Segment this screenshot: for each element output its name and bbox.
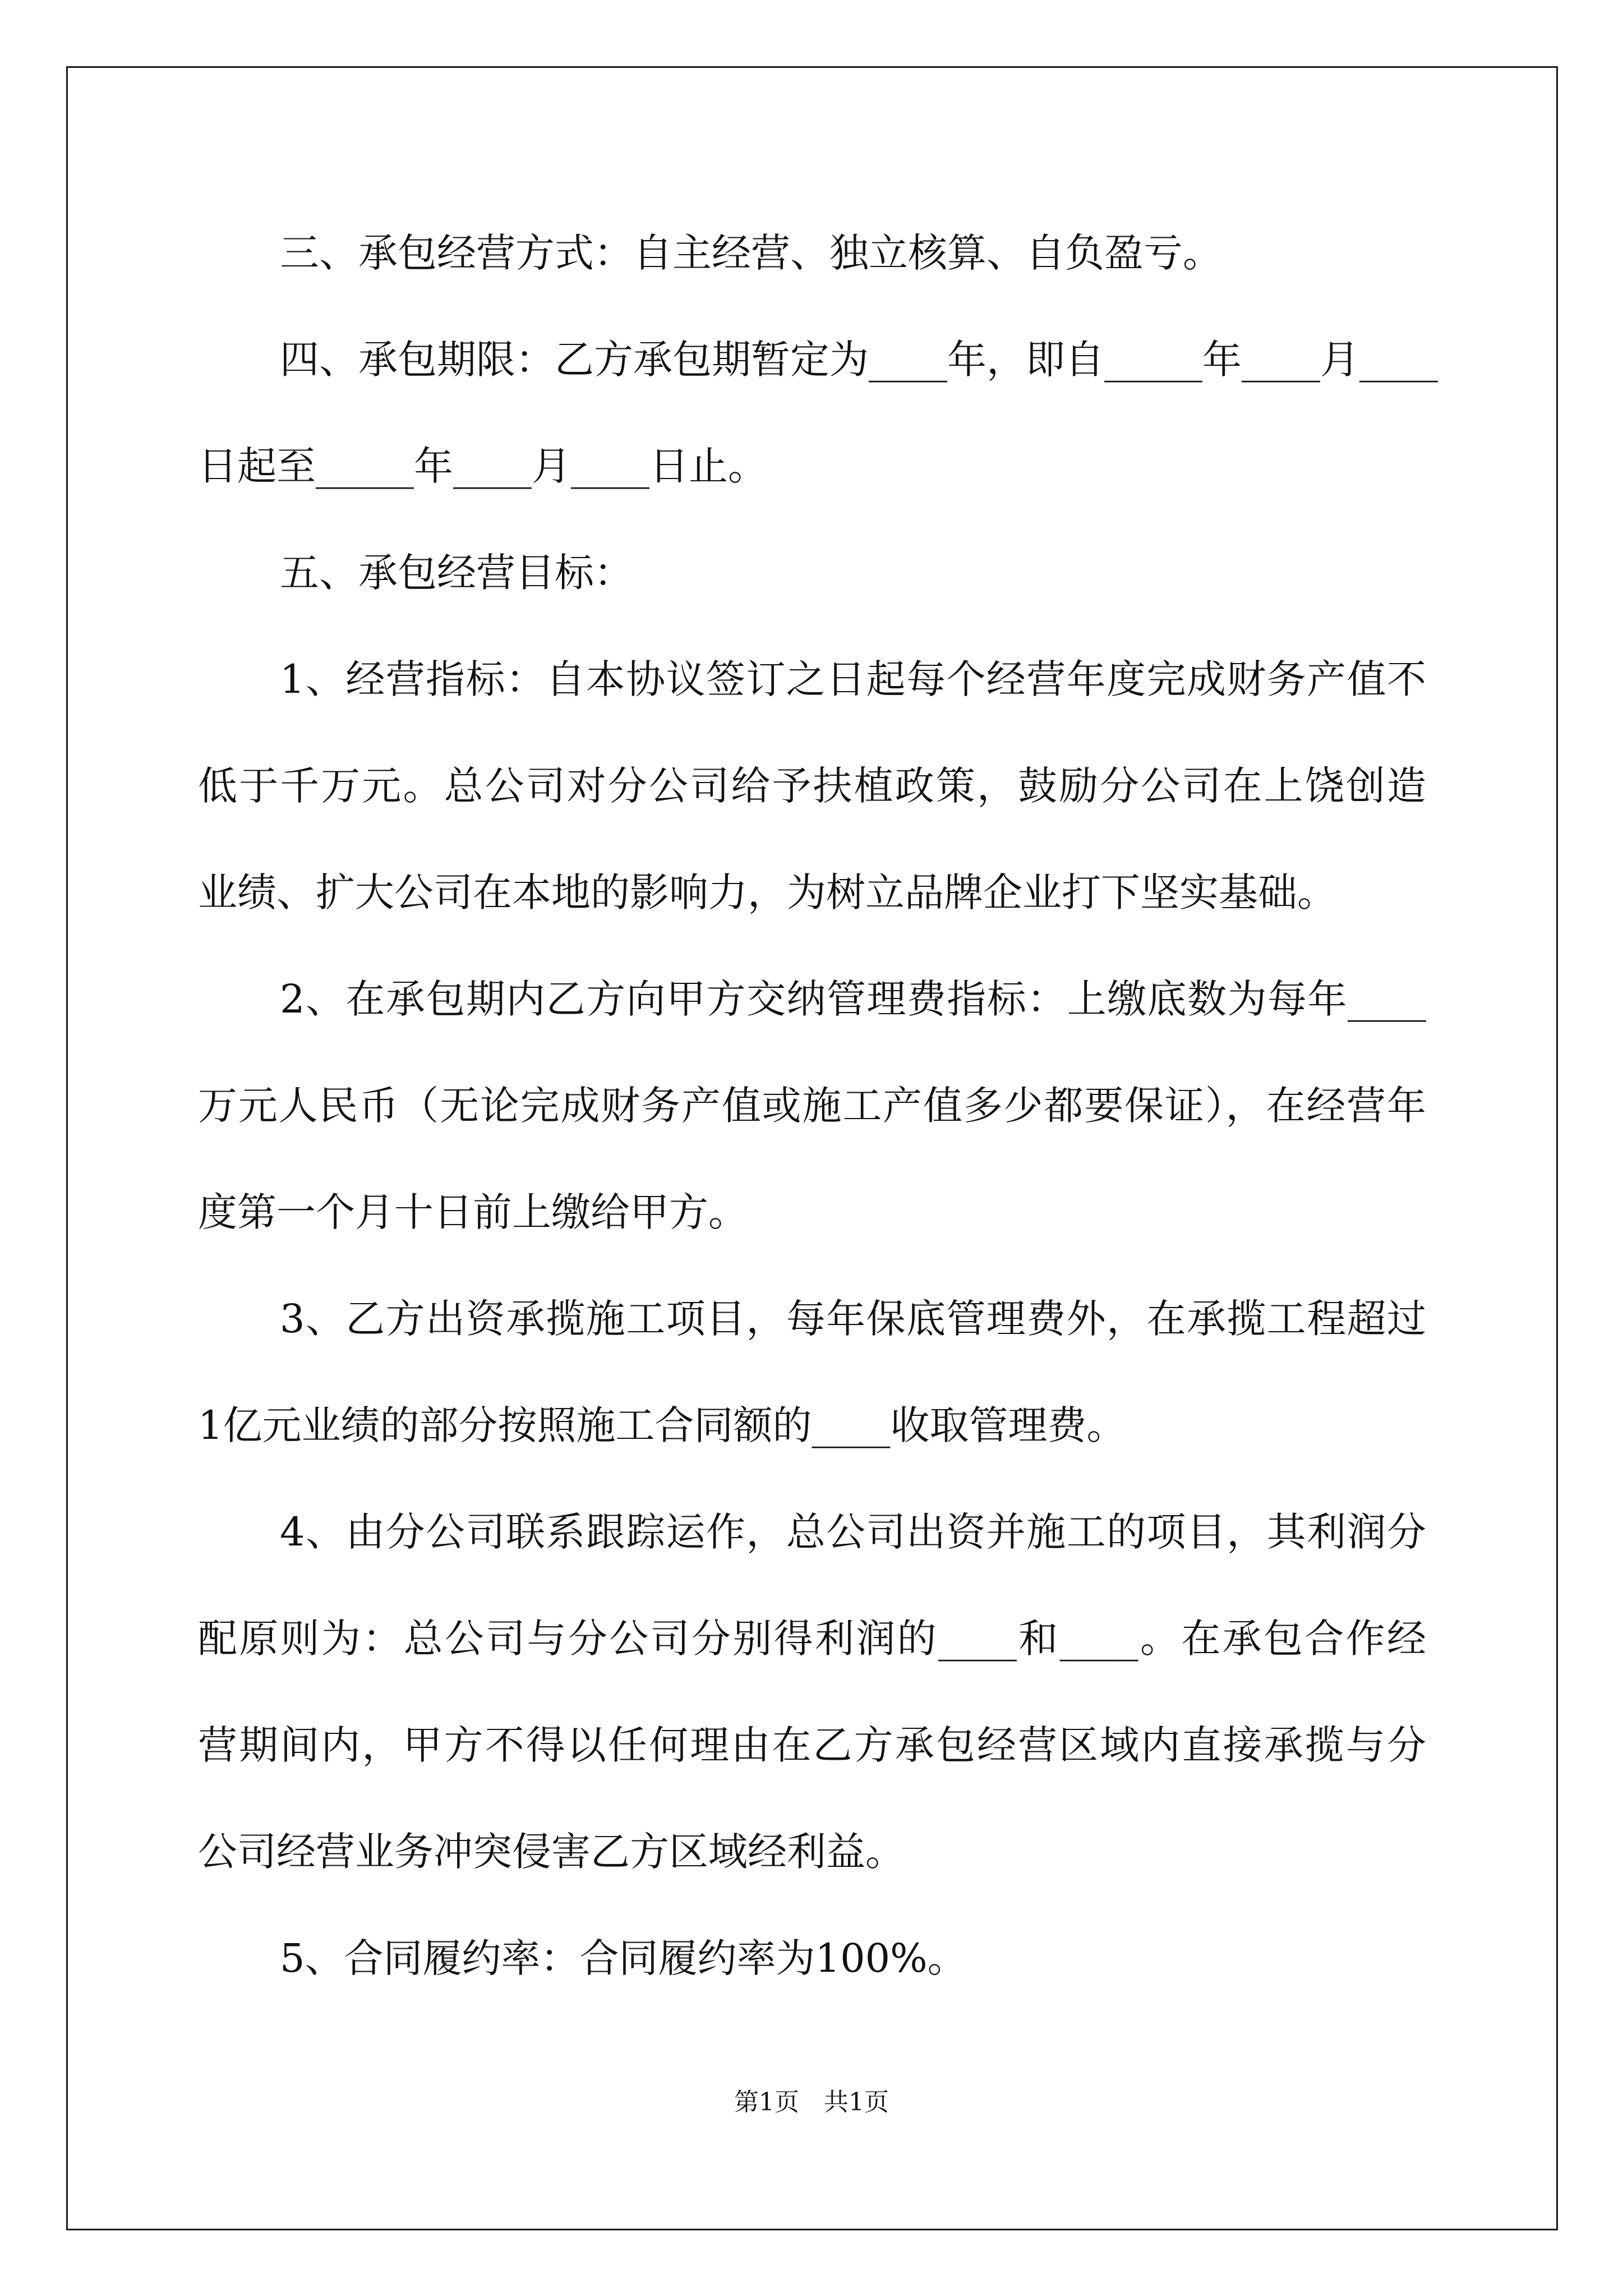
paragraph-line: 配原则为：总公司与分公司分别得利润的____和____。在承包合作经	[198, 1616, 1426, 1662]
paragraph-line: 四、承包期限：乙方承包期暂定为____年，即自_____年____月____	[280, 337, 1438, 383]
paragraph-line: 日起至_____年____月____日止。	[198, 443, 767, 489]
paragraph-line: 营期间内，甲方不得以任何理由在乙方承包经营区域内直接承揽与分	[198, 1722, 1426, 1768]
page-border	[66, 66, 1558, 2230]
paragraph-line: 五、承包经营目标：	[280, 550, 633, 596]
paragraph-line: 低于千万元。总公司对分公司给予扶植政策，鼓励分公司在上饶创造	[198, 763, 1426, 809]
paragraph-line: 三、承包经营方式：自主经营、独立核算、自负盈亏。	[280, 230, 1222, 276]
paragraph-line: 4、由分公司联系跟踪运作，总公司出资并施工的项目，其利润分	[280, 1509, 1426, 1555]
paragraph-line: 1、经营指标：自本协议签订之日起每个经营年度完成财务产值不	[280, 656, 1426, 702]
paragraph-line: 1亿元业绩的部分按照施工合同额的____收取管理费。	[198, 1402, 1126, 1448]
paragraph-line: 3、乙方出资承揽施工项目，每年保底管理费外，在承揽工程超过	[280, 1296, 1426, 1342]
paragraph-line: 公司经营业务冲突侵害乙方区域经利益。	[198, 1829, 905, 1875]
paragraph-line: 2、在承包期内乙方向甲方交纳管理费指标：上缴底数为每年____	[280, 976, 1426, 1022]
page-number: 第1页 共1页	[734, 2088, 889, 2116]
paragraph-line: 度第一个月十日前上缴给甲方。	[198, 1189, 748, 1235]
paragraph-line: 业绩、扩大公司在本地的影响力，为树立品牌企业打下坚实基础。	[198, 869, 1336, 915]
paragraph-line: 万元人民币（无论完成财务产值或施工产值多少都要保证），在经营年	[198, 1083, 1426, 1129]
paragraph-line: 5、合同履约率：合同履约率为100%。	[280, 1935, 967, 1981]
